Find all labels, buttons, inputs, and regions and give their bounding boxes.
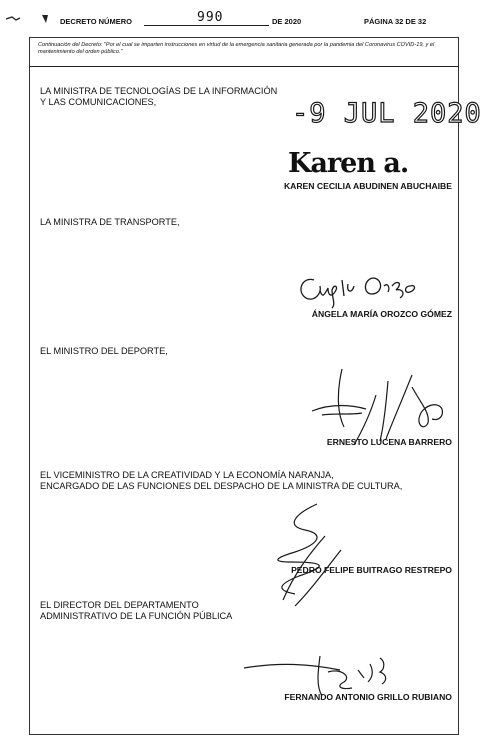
signature-angela (292, 272, 442, 312)
signatory-title-line: ENCARGADO DE LAS FUNCIONES DEL DESPACHO DE LA MINISTRA DE CULTURA, (40, 480, 403, 491)
signatory-name-cultura: PEDRO FELIPE BUITRAGO RESTREPO (291, 565, 452, 575)
shield-mark-icon (4, 11, 54, 25)
signatory-title-line: ADMINISTRATIVO DE LA FUNCIÓN PÚBLICA (40, 610, 233, 621)
signatory-title-mintic (40, 86, 277, 107)
decree-number: 990 (197, 10, 224, 25)
date-stamp: -9 JUL 2020 (292, 98, 482, 129)
signatory-name-funcion-publica: FERNANDO ANTONIO GRILLO RUBIANO (284, 692, 452, 702)
signatory-title-line: Y LAS COMUNICACIONES, (40, 96, 157, 107)
signature-pedro (255, 500, 375, 610)
signatory-title-line: EL DIRECTOR DEL DEPARTAMENTO (40, 600, 199, 610)
signatory-title-line: LA MINISTRA DE TECNOLOGÍAS DE LA INFORMACIÓN (40, 86, 278, 96)
signatory-title-transporte: LA MINISTRA DE TRANSPORTE, (40, 217, 180, 227)
signatory-title-deporte: EL MINISTRO DEL DEPORTE, (40, 346, 168, 356)
signatory-title-line: EL VICEMINISTRO DE LA CREATIVIDAD Y LA ECONOMÍA NARANJA, (40, 470, 334, 480)
page-number: PÁGINA 32 DE 32 (364, 17, 427, 26)
signatory-name-transporte: ÁNGELA MARÍA OROZCO GÓMEZ (311, 309, 452, 319)
signatory-name-mintic: KAREN CECILIA ABUDINEN ABUCHAIBE (283, 181, 452, 191)
signatory-title-funcion-publica (40, 600, 232, 621)
signatory-name-deporte: ERNESTO LUCENA BARRERO (326, 437, 452, 447)
decree-year: DE 2020 (272, 17, 302, 26)
decree-label: DECRETO NÚMERO (60, 17, 132, 26)
continuation-note: Continuación del Decreto: "Por el cual se imparten instrucciones en virtud de la emergencia sanitaria generada por la pandemia del Coronavirus COVID-19, y el mantenimiento del orden público." (38, 42, 435, 55)
signature-karen: Karen a. (288, 148, 409, 179)
decree-number-line (144, 25, 269, 26)
continuation-divider (29, 66, 459, 67)
signatory-title-cultura (40, 470, 402, 491)
